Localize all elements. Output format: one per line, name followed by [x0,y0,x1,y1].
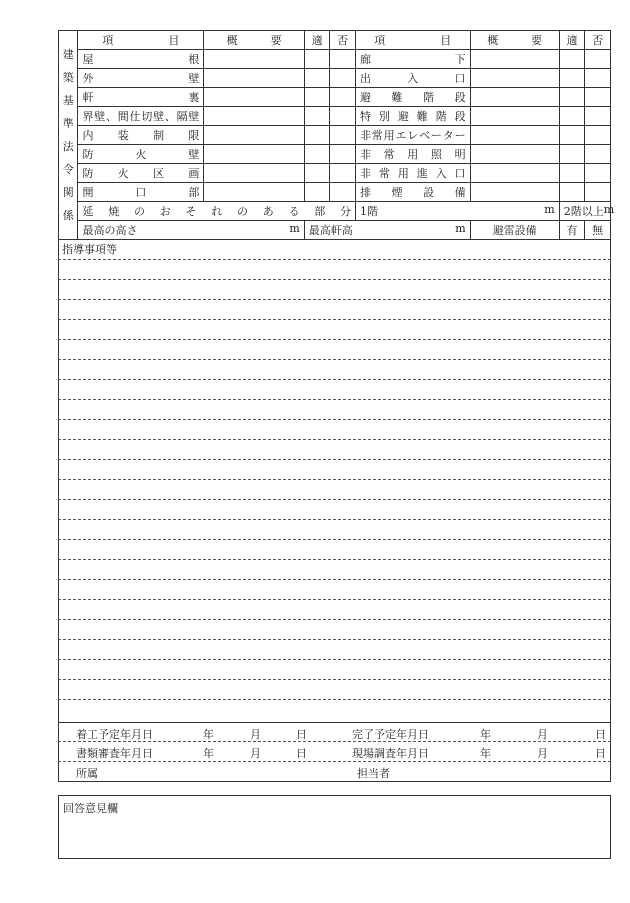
ok-cell[interactable] [559,107,585,126]
item-label: 防火壁 [78,145,204,164]
item-label: 外壁 [78,69,204,88]
summary-cell[interactable] [470,69,559,88]
spread-label: 延焼のおそれのある部分 [78,202,356,221]
guidance-line [58,619,611,620]
guidance-line [58,679,611,680]
ok-cell[interactable] [304,69,330,88]
summary-cell[interactable] [470,164,559,183]
summary-cell[interactable] [470,126,559,145]
summary-cell[interactable] [204,164,304,183]
floor2-unit: m [603,203,615,216]
ok-cell[interactable] [304,164,330,183]
ng-cell[interactable] [330,88,356,107]
summary-cell[interactable] [204,69,304,88]
ng-cell[interactable] [585,164,611,183]
lightning-no[interactable]: 無 [585,221,611,240]
ng-cell[interactable] [585,69,611,88]
floor1-unit: m [544,203,555,216]
side-char: 建 [62,48,74,61]
guidance-line [58,479,611,480]
max-height-label: 最高の高さ [82,224,138,237]
ng-cell[interactable] [330,50,356,69]
header-ok: 適 [559,31,585,50]
day-label: 日 [595,747,606,760]
start-date-label: 着工予定年月日 [76,728,153,741]
floor2-cell[interactable] [559,202,615,221]
ng-cell[interactable] [330,145,356,164]
guidance-line [58,559,611,560]
guidance-line [58,499,611,500]
day-label: 日 [595,728,606,741]
ng-cell[interactable] [585,88,611,107]
header-ng: 否 [330,31,356,50]
guidance-line [58,279,611,280]
header-item: 項 目 [78,31,204,50]
ok-cell[interactable] [304,107,330,126]
item-label: 屋根 [78,50,204,69]
month-label: 月 [250,747,261,760]
header-summary: 概 要 [470,31,559,50]
guidance-line [58,519,611,520]
side-char: 築 [62,71,74,84]
side-char: 基 [62,94,74,107]
month-label: 月 [537,747,548,760]
table-row [59,145,611,164]
item-label: 排煙設備 [355,183,470,202]
item-label: 廊下 [355,50,470,69]
department-label: 所属 [76,767,98,780]
floor1-label: 1階 [359,205,378,218]
year-label: 年 [480,728,491,741]
floor1-cell[interactable] [355,202,559,221]
max-eave-label: 最高軒高 [308,224,353,237]
person-in-charge-label: 担当者 [357,767,390,780]
summary-cell[interactable] [470,183,559,202]
guidance-line [58,379,611,380]
ng-cell[interactable] [330,107,356,126]
item-label: 開口部 [78,183,204,202]
ng-cell[interactable] [330,126,356,145]
reply-box[interactable] [58,795,611,859]
item-label: 軒裏 [78,88,204,107]
ng-cell[interactable] [585,145,611,164]
guidance-line [58,539,611,540]
item-label: 特別避難階段 [355,107,470,126]
floor2-label: 2階以上 [563,205,604,218]
guidance-line [58,319,611,320]
item-label: 界壁、間仕切壁、隔壁 [78,107,204,126]
item-label: 非常用進入口 [355,164,470,183]
ok-cell[interactable] [559,126,585,145]
guidance-line [58,599,611,600]
header-ng: 否 [585,31,611,50]
ng-cell[interactable] [585,183,611,202]
table-row [59,69,611,88]
ok-cell[interactable] [304,183,330,202]
ng-cell[interactable] [330,183,356,202]
max-height-unit: m [289,222,300,235]
guidance-line [58,359,611,360]
building-law-table [58,30,615,240]
day-label: 日 [296,747,307,760]
ok-cell[interactable] [304,126,330,145]
guidance-line [58,639,611,640]
guidance-line [58,659,611,660]
side-label-cell [59,31,78,240]
max-eave-unit: m [455,222,466,235]
inspect-date-label: 現場調査年月日 [352,747,429,760]
guidance-title: 指導事項等 [62,243,117,256]
guidance-line [58,439,611,440]
reply-title: 回答意見欄 [63,802,118,815]
review-date-label: 書類審査年月日 [76,747,153,760]
table-row [59,88,611,107]
summary-cell[interactable] [470,88,559,107]
schedule-divider [58,722,611,723]
ok-cell[interactable] [559,183,585,202]
year-label: 年 [480,747,491,760]
guidance-line [58,339,611,340]
header-ok: 適 [304,31,330,50]
summary-cell[interactable] [470,50,559,69]
year-label: 年 [203,728,214,741]
header-row [59,31,611,50]
summary-cell[interactable] [204,107,304,126]
side-char: 係 [62,209,74,222]
month-label: 月 [537,728,548,741]
ng-cell[interactable] [585,50,611,69]
side-char: 法 [62,140,74,153]
schedule-line [58,761,611,762]
summary-cell[interactable] [470,107,559,126]
summary-cell[interactable] [204,126,304,145]
guidance-line [58,579,611,580]
lightning-label: 避雷設備 [470,221,559,240]
spread-row [59,202,611,221]
year-label: 年 [203,747,214,760]
summary-cell[interactable] [204,50,304,69]
table-row [59,183,611,202]
ok-cell[interactable] [559,69,585,88]
ok-cell[interactable] [559,164,585,183]
max-eave-cell[interactable] [304,221,470,240]
item-label: 防火区画 [78,164,204,183]
ng-cell[interactable] [330,69,356,88]
ok-cell[interactable] [559,145,585,164]
day-label: 日 [296,728,307,741]
summary-cell[interactable] [204,183,304,202]
summary-cell[interactable] [470,145,559,164]
guidance-line [58,699,611,700]
item-label: 内装制限 [78,126,204,145]
item-label: 出入口 [355,69,470,88]
summary-cell[interactable] [204,145,304,164]
ng-cell[interactable] [585,126,611,145]
ok-cell[interactable] [559,50,585,69]
table-row [59,126,611,145]
guidance-line [58,459,611,460]
table-row [59,164,611,183]
summary-cell[interactable] [204,88,304,107]
guidance-line [58,419,611,420]
guidance-line [58,259,611,260]
ng-cell[interactable] [585,107,611,126]
ok-cell[interactable] [559,88,585,107]
month-label: 月 [250,728,261,741]
ng-cell[interactable] [330,164,356,183]
header-item: 項 目 [355,31,470,50]
table-row [59,50,611,69]
guidance-line [58,299,611,300]
header-summary: 概 要 [204,31,304,50]
complete-date-label: 完了予定年月日 [352,728,429,741]
ok-cell[interactable] [304,145,330,164]
ok-cell[interactable] [304,88,330,107]
side-char: 準 [62,117,74,130]
side-char: 令 [62,163,74,176]
max-height-cell[interactable] [78,221,304,240]
side-char: 関 [62,186,74,199]
ok-cell[interactable] [304,50,330,69]
height-row [59,221,611,240]
lightning-yes[interactable]: 有 [559,221,585,240]
item-label: 非常用照明 [355,145,470,164]
guidance-line [58,399,611,400]
item-label: 非常用エレベーター [355,126,470,145]
item-label: 避難階段 [355,88,470,107]
table-row [59,107,611,126]
